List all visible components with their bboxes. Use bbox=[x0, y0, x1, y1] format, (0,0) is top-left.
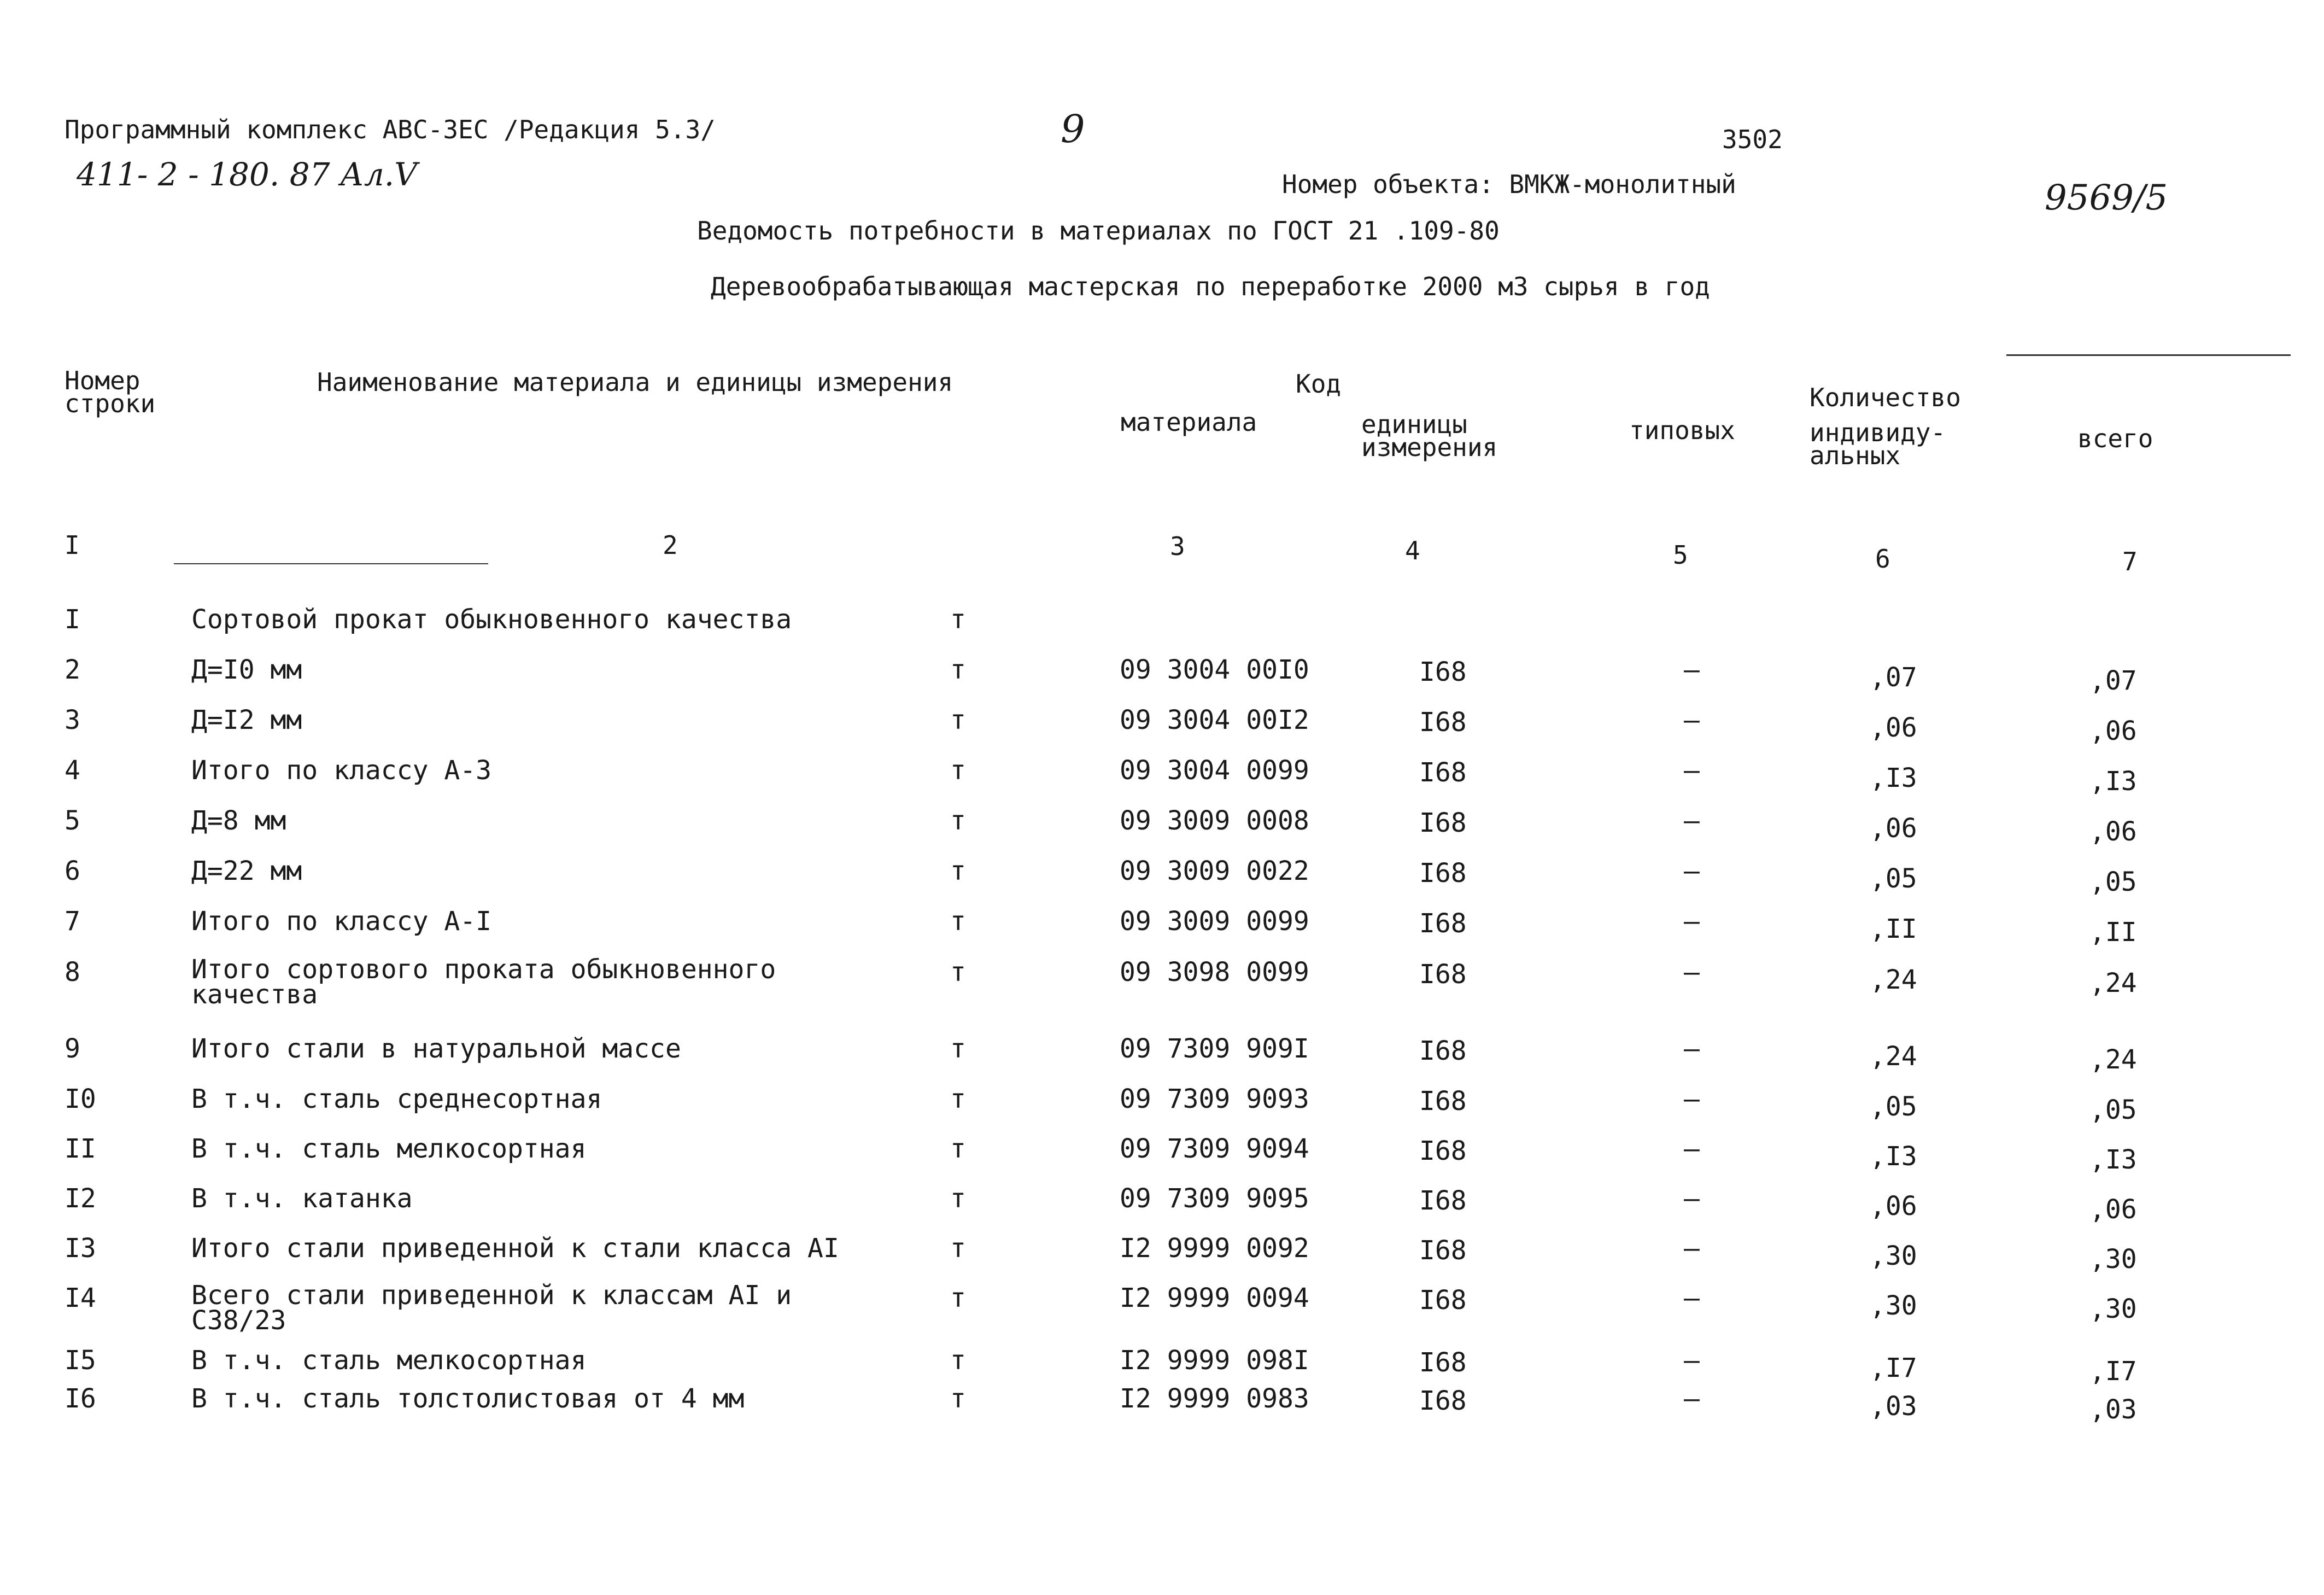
row-individual: ,24 bbox=[1870, 1041, 1917, 1072]
row-number: 5 bbox=[65, 805, 80, 836]
table-row bbox=[0, 906, 2324, 955]
row-material-code: 09 3004 00I0 bbox=[1120, 655, 1309, 685]
row-typical: – bbox=[1684, 906, 1700, 937]
header-rule-right bbox=[2006, 354, 2291, 356]
row-individual: ,05 bbox=[1870, 863, 1917, 894]
row-individual: ,03 bbox=[1870, 1391, 1917, 1422]
row-total: ,30 bbox=[2089, 1294, 2137, 1324]
row-material-code: I2 9999 0983 bbox=[1120, 1383, 1309, 1414]
row-name: Сортовой прокат обыкновенного качества bbox=[191, 604, 792, 635]
table-row bbox=[0, 1183, 2324, 1232]
row-number: 3 bbox=[65, 705, 80, 735]
row-typical: – bbox=[1684, 1233, 1700, 1264]
column-name: Наименование материала и единицы измерения bbox=[317, 367, 953, 397]
table-row bbox=[0, 1383, 2324, 1433]
column-individual-line1: индивиду- bbox=[1810, 418, 1946, 447]
row-individual: ,05 bbox=[1870, 1091, 1917, 1122]
row-name bbox=[191, 954, 776, 1010]
row-unit: т bbox=[950, 604, 966, 635]
row-unit: т bbox=[950, 1134, 966, 1164]
table-row bbox=[0, 1084, 2324, 1133]
row-material-code: 09 3004 0099 bbox=[1120, 755, 1309, 786]
row-unit: т bbox=[950, 1233, 966, 1264]
column-row-number-line2: строки bbox=[65, 389, 156, 418]
row-number: I5 bbox=[65, 1345, 96, 1376]
row-typical: – bbox=[1684, 655, 1700, 685]
row-name: Д=8 мм bbox=[191, 805, 286, 836]
column-typical: типовых bbox=[1629, 416, 1735, 445]
row-number: 6 bbox=[65, 856, 80, 886]
row-typical: – bbox=[1684, 957, 1700, 988]
row-unit: т bbox=[950, 1033, 966, 1064]
column-material-code: материала bbox=[1121, 407, 1257, 437]
row-individual: ,30 bbox=[1870, 1290, 1917, 1321]
row-name: Итого по классу А-3 bbox=[191, 755, 492, 786]
row-unit-code: I68 bbox=[1419, 657, 1467, 687]
table-row bbox=[0, 655, 2324, 704]
row-name-line2: качества bbox=[191, 979, 318, 1010]
row-typical: – bbox=[1684, 755, 1700, 786]
document-number: 3502 bbox=[1722, 125, 1783, 154]
handwritten-stamp: 9569/5 bbox=[2045, 178, 2168, 218]
row-material-code: 09 3009 0099 bbox=[1120, 906, 1309, 937]
row-material-code: 09 3004 00I2 bbox=[1120, 705, 1309, 735]
row-unit: т bbox=[950, 906, 966, 937]
row-unit-code: I68 bbox=[1419, 1347, 1467, 1378]
table-row bbox=[0, 1233, 2324, 1282]
row-typical: – bbox=[1684, 1033, 1700, 1064]
row-typical: – bbox=[1684, 1084, 1700, 1114]
row-individual: ,30 bbox=[1870, 1241, 1917, 1271]
row-number: 8 bbox=[65, 957, 80, 988]
row-total: ,05 bbox=[2089, 1095, 2137, 1125]
row-name-line1: Всего стали приведенной к классам АI и bbox=[191, 1280, 792, 1311]
row-total: ,II bbox=[2089, 917, 2137, 948]
row-unit-code: I68 bbox=[1419, 1036, 1467, 1066]
row-unit: т bbox=[950, 655, 966, 685]
row-number: 7 bbox=[65, 906, 80, 937]
row-material-code: I2 9999 0094 bbox=[1120, 1283, 1309, 1313]
row-unit: т bbox=[950, 705, 966, 735]
row-material-code: 09 3098 0099 bbox=[1120, 957, 1309, 988]
row-total: ,07 bbox=[2089, 665, 2137, 696]
row-individual: ,07 bbox=[1870, 662, 1917, 693]
table-row bbox=[0, 954, 2324, 1010]
row-number: II bbox=[65, 1134, 96, 1164]
row-typical: – bbox=[1684, 805, 1700, 836]
column-row-number bbox=[65, 366, 156, 418]
row-name: В т.ч. сталь среднесортная bbox=[191, 1084, 602, 1114]
row-individual: ,06 bbox=[1870, 712, 1917, 743]
row-unit-code: I68 bbox=[1419, 858, 1467, 889]
table-row bbox=[0, 1033, 2324, 1083]
column-number-underline bbox=[174, 563, 488, 564]
column-individual bbox=[1810, 418, 1946, 470]
row-typical: – bbox=[1684, 1134, 1700, 1164]
row-individual: ,I3 bbox=[1870, 1141, 1917, 1172]
row-name: В т.ч. сталь мелкосортная bbox=[191, 1134, 587, 1164]
row-unit: т bbox=[950, 856, 966, 886]
row-name bbox=[191, 1280, 792, 1336]
column-quantity: Количество bbox=[1810, 383, 1961, 412]
row-name: Итого стали в натуральной массе bbox=[191, 1033, 681, 1064]
row-unit: т bbox=[950, 1383, 966, 1414]
column-individual-line2: альных bbox=[1810, 441, 1901, 470]
document-subtitle: Деревообрабатывающая мастерская по переработке 2000 м3 сырья в год bbox=[711, 272, 1710, 301]
row-number: I3 bbox=[65, 1233, 96, 1264]
column-row-number-line1: Номер bbox=[65, 366, 141, 395]
row-material-code: 09 7309 9093 bbox=[1120, 1084, 1309, 1114]
row-typical: – bbox=[1684, 1283, 1700, 1313]
column-number-7: 7 bbox=[2122, 547, 2138, 576]
row-individual: ,I7 bbox=[1870, 1353, 1917, 1383]
column-total: всего bbox=[2077, 424, 2153, 453]
table-row bbox=[0, 856, 2324, 905]
table-row bbox=[0, 705, 2324, 754]
row-unit-code: I68 bbox=[1419, 1285, 1467, 1316]
row-number: I4 bbox=[65, 1283, 96, 1313]
row-individual: ,24 bbox=[1870, 965, 1917, 995]
row-name: В т.ч. сталь мелкосортная bbox=[191, 1345, 587, 1376]
row-number: I bbox=[65, 604, 80, 635]
row-individual: ,II bbox=[1870, 914, 1917, 944]
row-total: ,I7 bbox=[2089, 1356, 2137, 1387]
table-row bbox=[0, 1134, 2324, 1183]
row-unit-code: I68 bbox=[1419, 908, 1467, 939]
row-unit: т bbox=[950, 1283, 966, 1313]
row-unit: т bbox=[950, 805, 966, 836]
row-total: ,I3 bbox=[2089, 1144, 2137, 1175]
row-unit-code: I68 bbox=[1419, 1386, 1467, 1416]
row-individual: ,06 bbox=[1870, 813, 1917, 844]
row-total: ,24 bbox=[2089, 1044, 2137, 1075]
row-material-code: 09 7309 9095 bbox=[1120, 1183, 1309, 1214]
row-total: ,06 bbox=[2089, 716, 2137, 746]
column-unit-code bbox=[1361, 410, 1498, 462]
row-typical: – bbox=[1684, 1345, 1700, 1376]
row-unit: т bbox=[950, 1183, 966, 1214]
row-typical: – bbox=[1684, 1383, 1700, 1414]
row-unit-code: I68 bbox=[1419, 1086, 1467, 1117]
row-unit-code: I68 bbox=[1419, 959, 1467, 990]
row-material-code: 09 7309 909I bbox=[1120, 1033, 1309, 1064]
row-unit: т bbox=[950, 957, 966, 988]
column-number-1: I bbox=[65, 530, 80, 560]
table-row bbox=[0, 755, 2324, 804]
row-material-code: 09 3009 0022 bbox=[1120, 856, 1309, 886]
row-total: ,06 bbox=[2089, 816, 2137, 847]
table-row bbox=[0, 1280, 2324, 1336]
table-row bbox=[0, 805, 2324, 855]
row-number: I6 bbox=[65, 1383, 96, 1414]
row-typical: – bbox=[1684, 1183, 1700, 1214]
row-name: В т.ч. сталь толстолистовая от 4 мм bbox=[191, 1383, 745, 1414]
document-title: Ведомость потребности в материалах по ГОСТ 21 .109-80 bbox=[697, 216, 1500, 246]
row-unit: т bbox=[950, 1345, 966, 1376]
row-individual: ,I3 bbox=[1870, 763, 1917, 793]
row-total: ,24 bbox=[2089, 968, 2137, 998]
row-unit-code: I68 bbox=[1419, 757, 1467, 788]
row-typical: – bbox=[1684, 856, 1700, 886]
row-unit-code: I68 bbox=[1419, 808, 1467, 838]
column-number-5: 5 bbox=[1673, 540, 1688, 570]
row-unit-code: I68 bbox=[1419, 707, 1467, 738]
table-row bbox=[0, 604, 2324, 653]
program-label: Программный комплекс АВС-3ЕС /Редакция 5.3/ bbox=[65, 115, 716, 144]
column-code: Код bbox=[1296, 369, 1342, 399]
handwritten-reference: 411- 2 - 180. 87 Ал.V bbox=[77, 156, 418, 193]
row-total: ,03 bbox=[2089, 1394, 2137, 1425]
row-unit-code: I68 bbox=[1419, 1235, 1467, 1266]
page-number: 9 bbox=[1061, 107, 1085, 151]
column-unit-code-line1: единицы bbox=[1361, 410, 1467, 439]
column-number-3: 3 bbox=[1170, 531, 1185, 561]
row-total: ,30 bbox=[2089, 1244, 2137, 1275]
row-total: ,05 bbox=[2089, 867, 2137, 897]
row-typical: – bbox=[1684, 705, 1700, 735]
object-label: Номер объекта: ВМКЖ-монолитный bbox=[1282, 170, 1736, 199]
row-number: I0 bbox=[65, 1084, 96, 1114]
row-name-line1: Итого сортового проката обыкновенного bbox=[191, 954, 776, 985]
column-number-6: 6 bbox=[1875, 544, 1890, 574]
row-material-code: I2 9999 098I bbox=[1120, 1345, 1309, 1376]
row-number: 9 bbox=[65, 1033, 80, 1064]
row-name: Итого стали приведенной к стали класса АI bbox=[191, 1233, 839, 1264]
column-number-4: 4 bbox=[1405, 536, 1420, 565]
row-unit: т bbox=[950, 1084, 966, 1114]
row-number: 4 bbox=[65, 755, 80, 786]
row-total: ,06 bbox=[2089, 1194, 2137, 1225]
row-unit: т bbox=[950, 755, 966, 786]
row-name: Д=22 мм bbox=[191, 856, 302, 886]
row-number: I2 bbox=[65, 1183, 96, 1214]
row-name: Д=I0 мм bbox=[191, 655, 302, 685]
row-unit-code: I68 bbox=[1419, 1185, 1467, 1216]
column-unit-code-line2: измерения bbox=[1361, 433, 1498, 462]
row-material-code: 09 7309 9094 bbox=[1120, 1134, 1309, 1164]
row-material-code: I2 9999 0092 bbox=[1120, 1233, 1309, 1264]
row-total: ,I3 bbox=[2089, 766, 2137, 797]
row-name: Итого по классу А-I bbox=[191, 906, 492, 937]
row-material-code: 09 3009 0008 bbox=[1120, 805, 1309, 836]
row-individual: ,06 bbox=[1870, 1191, 1917, 1222]
column-number-2: 2 bbox=[663, 530, 678, 560]
row-unit-code: I68 bbox=[1419, 1136, 1467, 1166]
row-number: 2 bbox=[65, 655, 80, 685]
row-name-line2: С38/23 bbox=[191, 1305, 286, 1336]
row-name: Д=I2 мм bbox=[191, 705, 302, 735]
row-name: В т.ч. катанка bbox=[191, 1183, 413, 1214]
